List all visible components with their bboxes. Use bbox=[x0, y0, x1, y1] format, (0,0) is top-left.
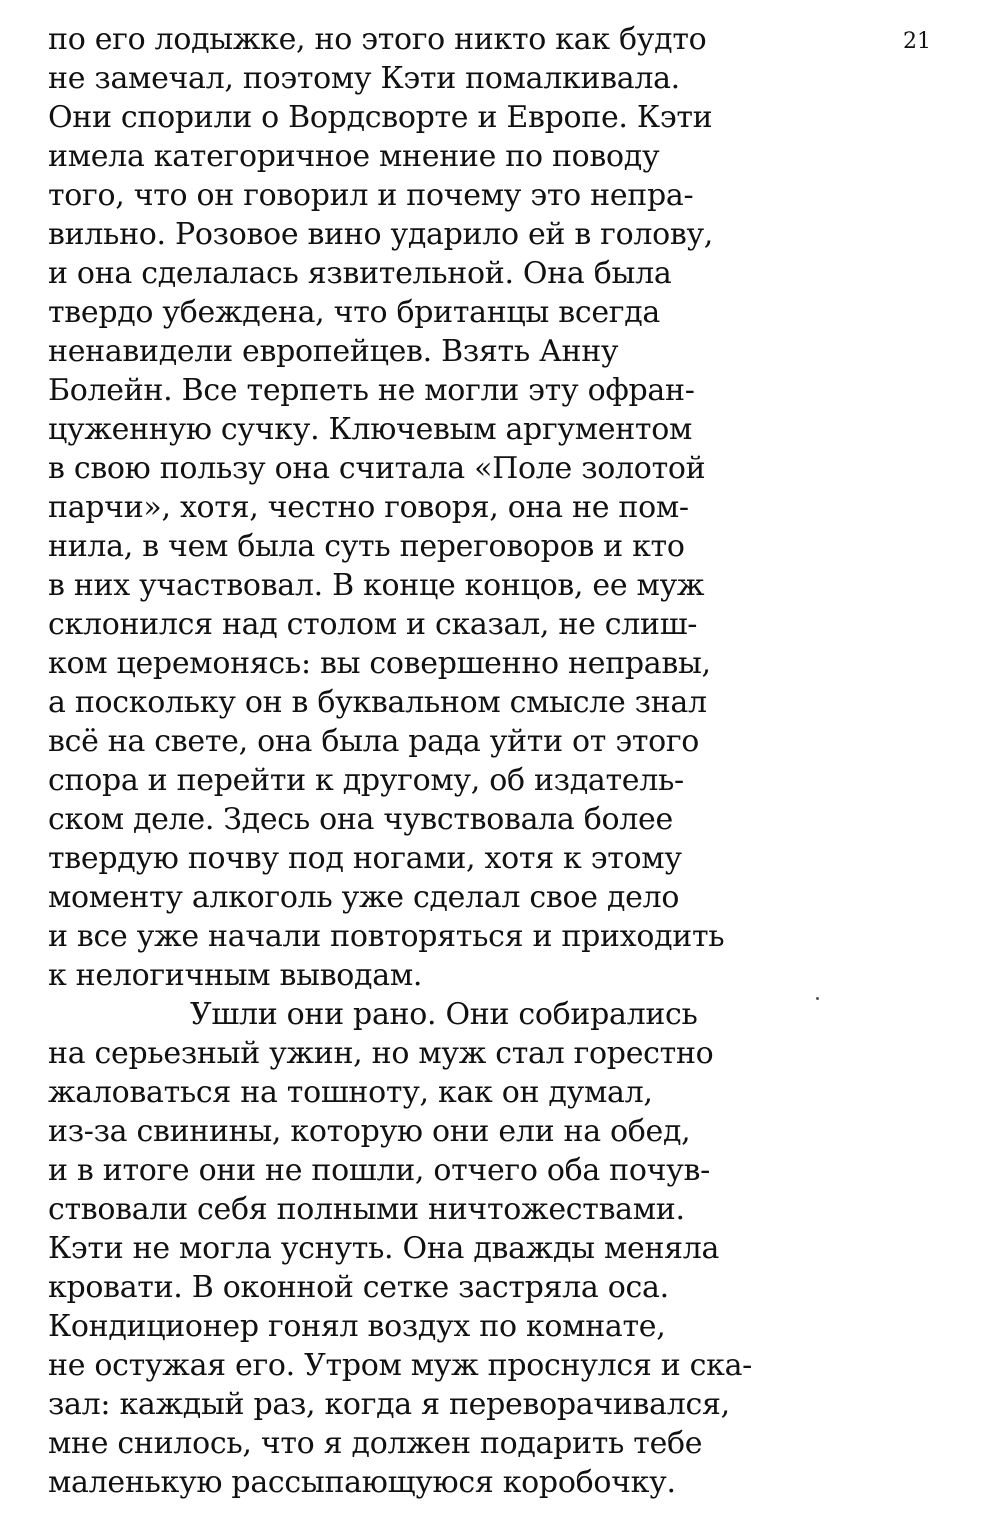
text-line: не замечал, поэтому Кэти помалкивала. bbox=[48, 61, 680, 96]
text-line: не остужая его. Утром муж проснулся и ска- bbox=[48, 1348, 753, 1383]
scan-speck bbox=[816, 997, 819, 1000]
text-line: в них участвовал. В конце концов, ее муж bbox=[48, 568, 705, 603]
text-line: к нелогичным выводам. bbox=[48, 958, 423, 993]
text-line: и в итоге они не пошли, отчего оба почув- bbox=[48, 1153, 710, 1188]
page-number: 21 bbox=[903, 29, 931, 54]
text-line: всё на свете, она была рада уйти от этого bbox=[48, 724, 700, 759]
text-line: Кэти не могла уснуть. Она дважды меняла bbox=[48, 1231, 720, 1266]
text-line: а поскольку он в буквальном смысле знал bbox=[48, 685, 707, 720]
text-line: в свою пользу она считала «Поле золотой bbox=[48, 451, 706, 486]
text-line: ком церемонясь: вы совершенно неправы, bbox=[48, 646, 711, 681]
text-line: спора и перейти к другому, об издатель- bbox=[48, 763, 684, 798]
text-line: на серьезный ужин, но муж стал горестно bbox=[48, 1036, 714, 1071]
text-line: склонился над столом и сказал, не слиш- bbox=[48, 607, 698, 642]
text-line: Болейн. Все терпеть не могли эту офран- bbox=[48, 373, 695, 408]
text-line: из-за свинины, которую они ели на обед, bbox=[48, 1114, 691, 1149]
text-line: по его лодыжке, но этого никто как будто bbox=[48, 22, 707, 57]
text-line: ненавидели европейцев. Взять Анну bbox=[48, 334, 619, 369]
text-line: твердо убеждена, что британцы всегда bbox=[48, 295, 660, 330]
text-line: зал: каждый раз, когда я переворачивался, bbox=[48, 1387, 730, 1422]
text-line: кровати. В оконной сетке застряла оса. bbox=[48, 1270, 669, 1305]
text-line: вильно. Розовое вино ударило ей в голову, bbox=[48, 217, 714, 252]
text-line: Они спорили о Вордсворте и Европе. Кэти bbox=[48, 100, 713, 135]
text-line: моменту алкоголь уже сделал свое дело bbox=[48, 880, 680, 915]
text-line: парчи», хотя, честно говоря, она не пом- bbox=[48, 490, 689, 525]
text-line: и все уже начали повторяться и приходить bbox=[48, 919, 725, 954]
paragraph-start-line: Ушли они рано. Они собирались bbox=[190, 997, 698, 1032]
text-line: и она сделалась язвительной. Она была bbox=[48, 256, 672, 291]
text-line: жаловаться на тошноту, как он думал, bbox=[48, 1075, 653, 1110]
text-line: нила, в чем была суть переговоров и кто bbox=[48, 529, 685, 564]
text-line: маленькую рассыпающуюся коробочку. bbox=[48, 1465, 676, 1500]
text-line: Кондиционер гонял воздух по комнате, bbox=[48, 1309, 666, 1344]
body-text bbox=[48, 20, 768, 1502]
text-line: мне снилось, что я должен подарить тебе bbox=[48, 1426, 703, 1461]
text-line: ствовали себя полными ничтожествами. bbox=[48, 1192, 685, 1227]
text-line: твердую почву под ногами, хотя к этому bbox=[48, 841, 682, 876]
text-line: имела категоричное мнение по поводу bbox=[48, 139, 660, 174]
text-line: того, что он говорил и почему это непра- bbox=[48, 178, 694, 213]
text-line: ском деле. Здесь она чувствовала более bbox=[48, 802, 673, 837]
text-line: цуженную сучку. Ключевым аргументом bbox=[48, 412, 693, 447]
